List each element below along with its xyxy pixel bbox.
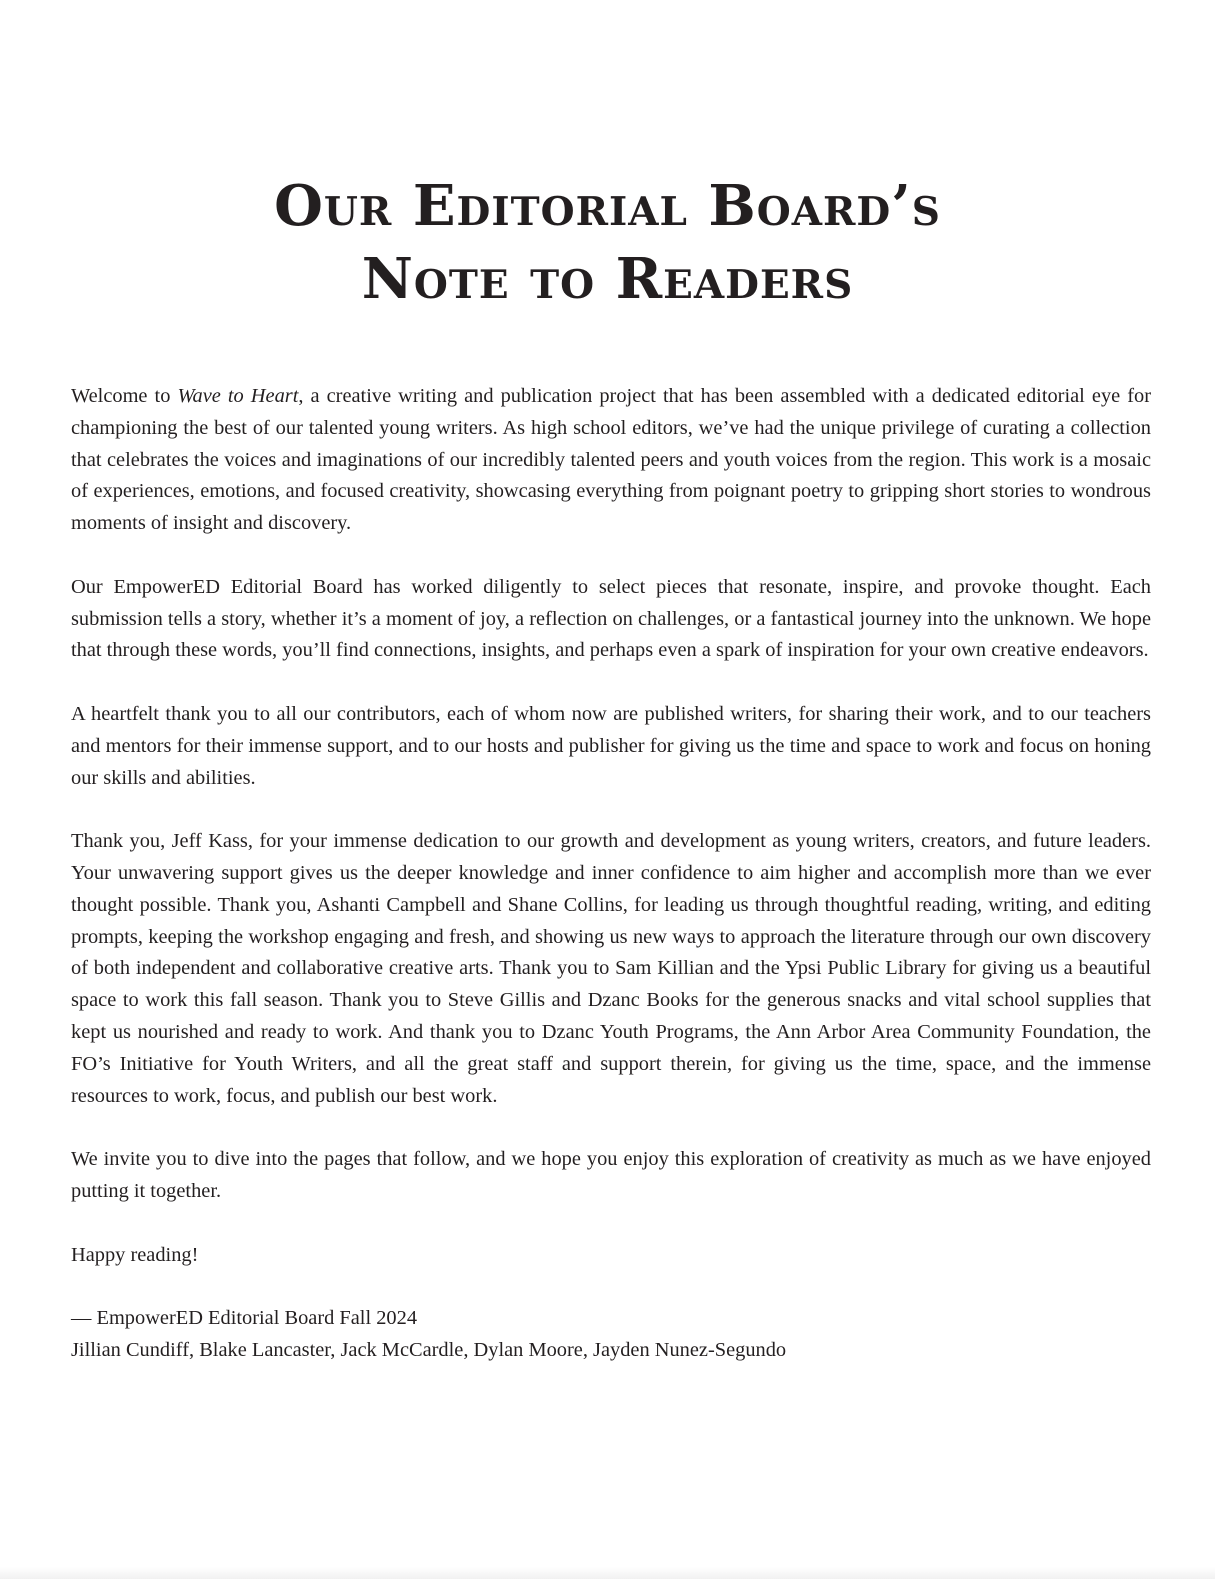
paragraph-acknowledgements: Thank you, Jeff Kass, for your immense dedication to our growth and development as young writers, creators, and future leaders. Your unwavering support gives us the deeper knowledge and inner confidence to aim higher and accomplish more than we ever thought possible. Thank you, Ashanti Campbell and Shane Collins, for leading us through thoughtful reading, writing, and editing prompts, keeping the workshop engaging and fresh, and showing us new ways to approach the literature through our own discovery of both independent and collaborative creative arts. Thank you to Sam Killian and the Ypsi Public Library for giving us a beautiful space to work this fall season. Thank you to Steve Gillis and Dzanc Books for the generous snacks and vital school supplies that kept us nourished and ready to work. And thank you to Dzanc Youth Programs, the Ann Arbor Area Community Foundation, the FO’s Initiative for Youth Writers, and all the great staff and support therein, for giving us the time, space, and the immense resources to work, focus, and publish our best work. — [71, 830, 1151, 1107]
paragraph-welcome-start: Welcome to — [71, 385, 178, 407]
signature-members: Jillian Cundiff, Blake Lancaster, Jack McCardle, Dylan Moore, Jayden Nunez-Segundo — [71, 1338, 787, 1361]
paragraph-invitation: We invite you to dive into the pages that follow, and we hope you enjoy this exploration of creativity as much as we have enjoyed putting it together. — [71, 1148, 1151, 1202]
paragraph-welcome — [71, 381, 1151, 540]
title-line-1: Our Editorial Board’s — [274, 173, 941, 239]
signature-block — [71, 1303, 1151, 1367]
paragraph-welcome-rest: , a creative writing and publication project that has been assembled with a dedicated editorial eye for championing the best of our talented young writers. As high school editors, we’ve had the unique privilege of curating a collection that celebrates the voices and imaginations of our incredibly talented peers and youth voices from the region. This work is a mosaic of experiences, emotions, and focused creativity, showcasing everything from poignant poetry to gripping short stories to wondrous moments of insight and discovery. — [71, 385, 1152, 535]
paragraph-closing: Happy reading! — [71, 1243, 199, 1266]
page-title — [0, 170, 1215, 316]
note-body — [71, 381, 1151, 1367]
page-bottom-edge — [0, 1567, 1215, 1579]
book-title: Wave to Heart — [177, 385, 299, 407]
signature-board: — EmpowerED Editorial Board Fall 2024 — [71, 1307, 418, 1330]
paragraph-selection: Our EmpowerED Editorial Board has worked diligently to select pieces that resonate, inspire, and provoke thought. Each submission tells a story, whether it’s a moment of joy, a reflection on challenges, or a fantastical journey into the unknown. We hope that through these words, you’ll find connections, insights, and perhaps even a spark of inspiration for your own creative endeavors. — [71, 575, 1151, 662]
paragraph-contributors-thanks: A heartfelt thank you to all our contributors, each of whom now are published writers, for sharing their work, and to our teachers and mentors for their immense support, and to our hosts and publisher for giving us the time and space to work and focus on honing our skills and abilities. — [71, 702, 1151, 789]
title-line-2: Note to Readers — [361, 246, 854, 312]
